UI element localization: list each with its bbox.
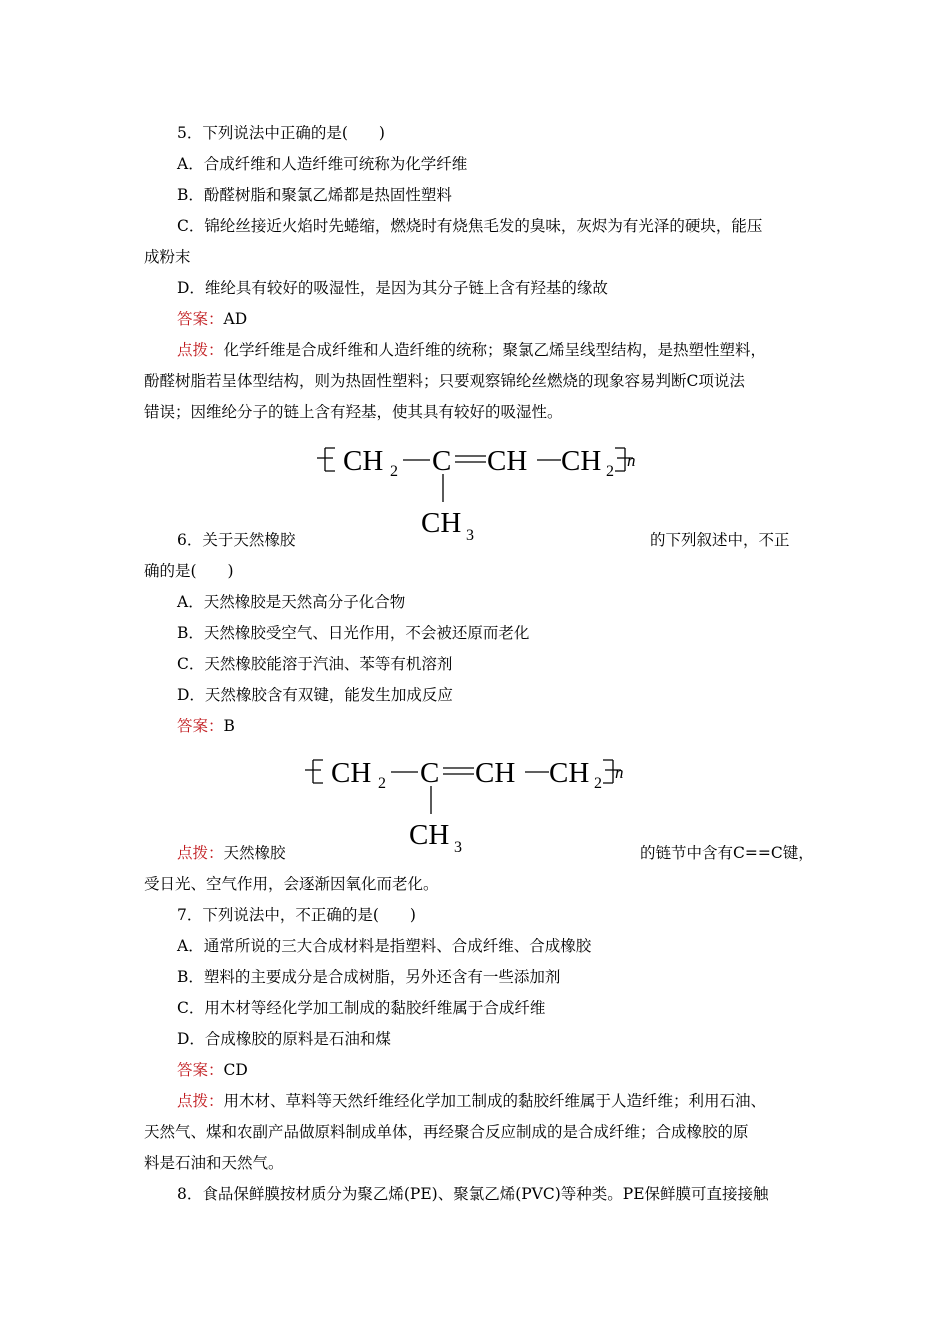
q5-option-c: C．锦纶丝接近火焰时先蜷缩，燃烧时有烧焦毛发的臭味，灰烬为有光泽的硬块，能压 <box>177 217 763 235</box>
q6-stem-line2: 确的是( ) <box>144 562 234 580</box>
answer-value: B <box>223 717 235 735</box>
q6-option-a: A．天然橡胶是天然高分子化合物 <box>177 593 406 611</box>
subscript: 2 <box>606 463 614 480</box>
structure-diagram <box>303 748 643 858</box>
q5-option-d: D．维纶具有较好的吸湿性，是因为其分子链上含有羟基的缘故 <box>177 279 608 297</box>
subscript: 3 <box>454 839 462 856</box>
methyl-group: CH <box>409 819 450 851</box>
subscript: 2 <box>594 775 602 792</box>
answer-label: 答案： <box>177 310 224 328</box>
ch2-group: CH <box>549 757 590 789</box>
q7-option-b: B．塑料的主要成分是合成树脂，另外还含有一些添加剂 <box>177 968 561 986</box>
answer-label: 答案： <box>177 717 224 735</box>
polymer-index: n <box>627 451 636 470</box>
q5-stem: 5．下列说法中正确的是( ) <box>177 124 385 142</box>
hint-label: 点拨： <box>177 1092 224 1110</box>
q6-stem: 6．关于天然橡胶 <box>177 531 296 549</box>
q5-option-c-cont: 成粉末 <box>144 248 191 266</box>
hint-text: 天然橡胶 <box>223 844 286 862</box>
q5-option-b: B．酚醛树脂和聚氯乙烯都是热固性塑料 <box>177 186 452 204</box>
q6-stem-cont: 的下列叙述中，不正 <box>650 531 790 549</box>
answer-label: 答案： <box>177 1061 224 1079</box>
q6-option-b: B．天然橡胶受空气、日光作用，不会被还原而老化 <box>177 624 530 642</box>
q6-hint-cont: 的链节中含有C==C键， <box>640 844 814 862</box>
q5-answer <box>177 309 247 329</box>
answer-value: CD <box>223 1061 248 1079</box>
q5-hint-cont: 酚醛树脂若呈体型结构，则为热固性塑料；只要观察锦纶丝燃烧的现象容易判断C项说法 <box>144 372 745 390</box>
q7-hint <box>177 1091 766 1111</box>
carbon-atom: C <box>420 757 440 789</box>
hint-text: 用木材、草料等天然纤维经化学加工制成的黏胶纤维属于人造纤维；利用石油、 <box>223 1092 767 1110</box>
ch-group: CH <box>487 445 528 477</box>
answer-value: AD <box>223 310 248 328</box>
subscript: 2 <box>390 463 398 480</box>
q8-stem: 8．食品保鲜膜按材质分为聚乙烯(PE)、聚氯乙烯(PVC)等种类。PE保鲜膜可直接接触 <box>177 1185 769 1203</box>
hint-label: 点拨： <box>177 844 224 862</box>
ch-group: CH <box>475 757 516 789</box>
methyl-group: CH <box>421 507 462 539</box>
q5-option-a: A．合成纤维和人造纤维可统称为化学纤维 <box>177 155 468 173</box>
subscript: 2 <box>378 775 386 792</box>
q7-option-d: D．合成橡胶的原料是石油和煤 <box>177 1030 391 1048</box>
structure-diagram <box>315 436 655 546</box>
hint-text: 化学纤维是合成纤维和人造纤维的统称；聚氯乙烯呈线型结构，是热塑性塑料， <box>223 341 767 359</box>
q6-hint <box>177 843 286 863</box>
q6-hint-line2: 受日光、空气作用，会逐渐因氧化而老化。 <box>144 875 439 893</box>
q7-option-c: C．用木材等经化学加工制成的黏胶纤维属于合成纤维 <box>177 999 546 1017</box>
q6-answer <box>177 716 235 736</box>
polymer-index: n <box>615 763 624 782</box>
carbon-atom: C <box>432 445 452 477</box>
q7-answer <box>177 1060 248 1080</box>
q7-hint-cont: 料是石油和天然气。 <box>144 1154 284 1172</box>
subscript: 3 <box>466 527 474 544</box>
ch2-group: CH <box>561 445 602 477</box>
ch2-group: CH <box>343 445 384 477</box>
q5-hint-cont: 错误；因维纶分子的链上含有羟基，使其具有较好的吸湿性。 <box>144 403 563 421</box>
q7-hint-cont: 天然气、煤和农副产品做原料制成单体，再经聚合反应制成的是合成纤维；合成橡胶的原 <box>144 1123 749 1141</box>
q6-option-d: D．天然橡胶含有双键，能发生加成反应 <box>177 686 453 704</box>
rubber-structure-formula <box>315 436 655 546</box>
q5-hint <box>177 340 766 360</box>
q7-stem: 7．下列说法中，不正确的是( ) <box>177 906 416 924</box>
q7-option-a: A．通常所说的三大合成材料是指塑料、合成纤维、合成橡胶 <box>177 937 592 955</box>
ch2-group: CH <box>331 757 372 789</box>
q6-option-c: C．天然橡胶能溶于汽油、苯等有机溶剂 <box>177 655 453 673</box>
hint-label: 点拨： <box>177 341 224 359</box>
rubber-structure-formula <box>303 748 643 858</box>
